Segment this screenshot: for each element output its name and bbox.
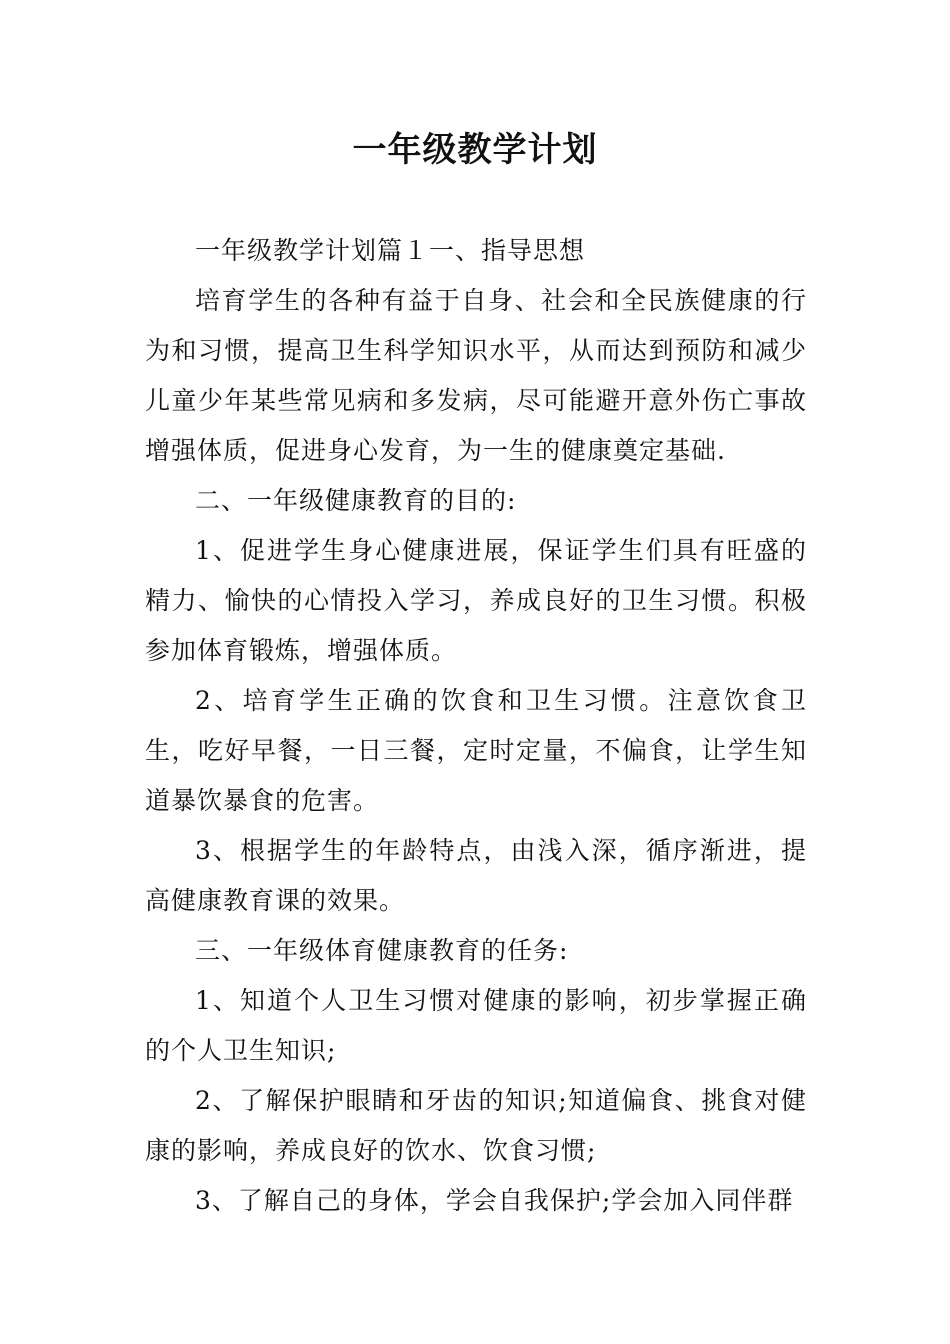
- paragraph-heading-tasks: 三、一年级体育健康教育的任务:: [195, 936, 569, 965]
- paragraph-task-1: 1、知道个人卫生习惯对健康的影响，初步掌握正确的个人卫生知识;: [145, 986, 807, 1065]
- paragraph-heading-goals: 二、一年级健康教育的目的:: [195, 486, 517, 515]
- paragraph-goal-3: 3、根据学生的年龄特点，由浅入深，循序渐进，提高健康教育课的效果。: [145, 836, 807, 915]
- paragraph-guiding-thought-text: 培育学生的各种有益于自身、社会和全民族健康的行为和习惯，提高卫生科学知识水平，从而达到预防和减少儿童少年某些常见病和多发病，尽可能避开意外伤亡事故增强体质，促进身心发育，为一生的健康奠定基础.: [145, 286, 807, 465]
- document-body: [145, 226, 807, 1226]
- paragraph-task-3: 3、了解自己的身体，学会自我保护;学会加入同伴群: [195, 1186, 794, 1215]
- paragraph-goal-1: 1、促进学生身心健康进展，保证学生们具有旺盛的精力、愉快的心情投入学习，养成良好的卫生习惯。积极参加体育锻炼，增强体质。: [145, 536, 807, 665]
- paragraph-goal-2: 2、培育学生正确的饮食和卫生习惯。注意饮食卫生，吃好早餐，一日三餐，定时定量，不偏食，让学生知道暴饮暴食的危害。: [145, 686, 807, 815]
- paragraph-task-2: 2、了解保护眼睛和牙齿的知识;知道偏食、挑食对健康的影响，养成良好的饮水、饮食习惯;: [145, 1086, 807, 1165]
- document-title: 一年级教学计划: [352, 130, 598, 170]
- paragraph-heading-guiding-thought: 一年级教学计划篇１一、指导思想: [195, 236, 586, 265]
